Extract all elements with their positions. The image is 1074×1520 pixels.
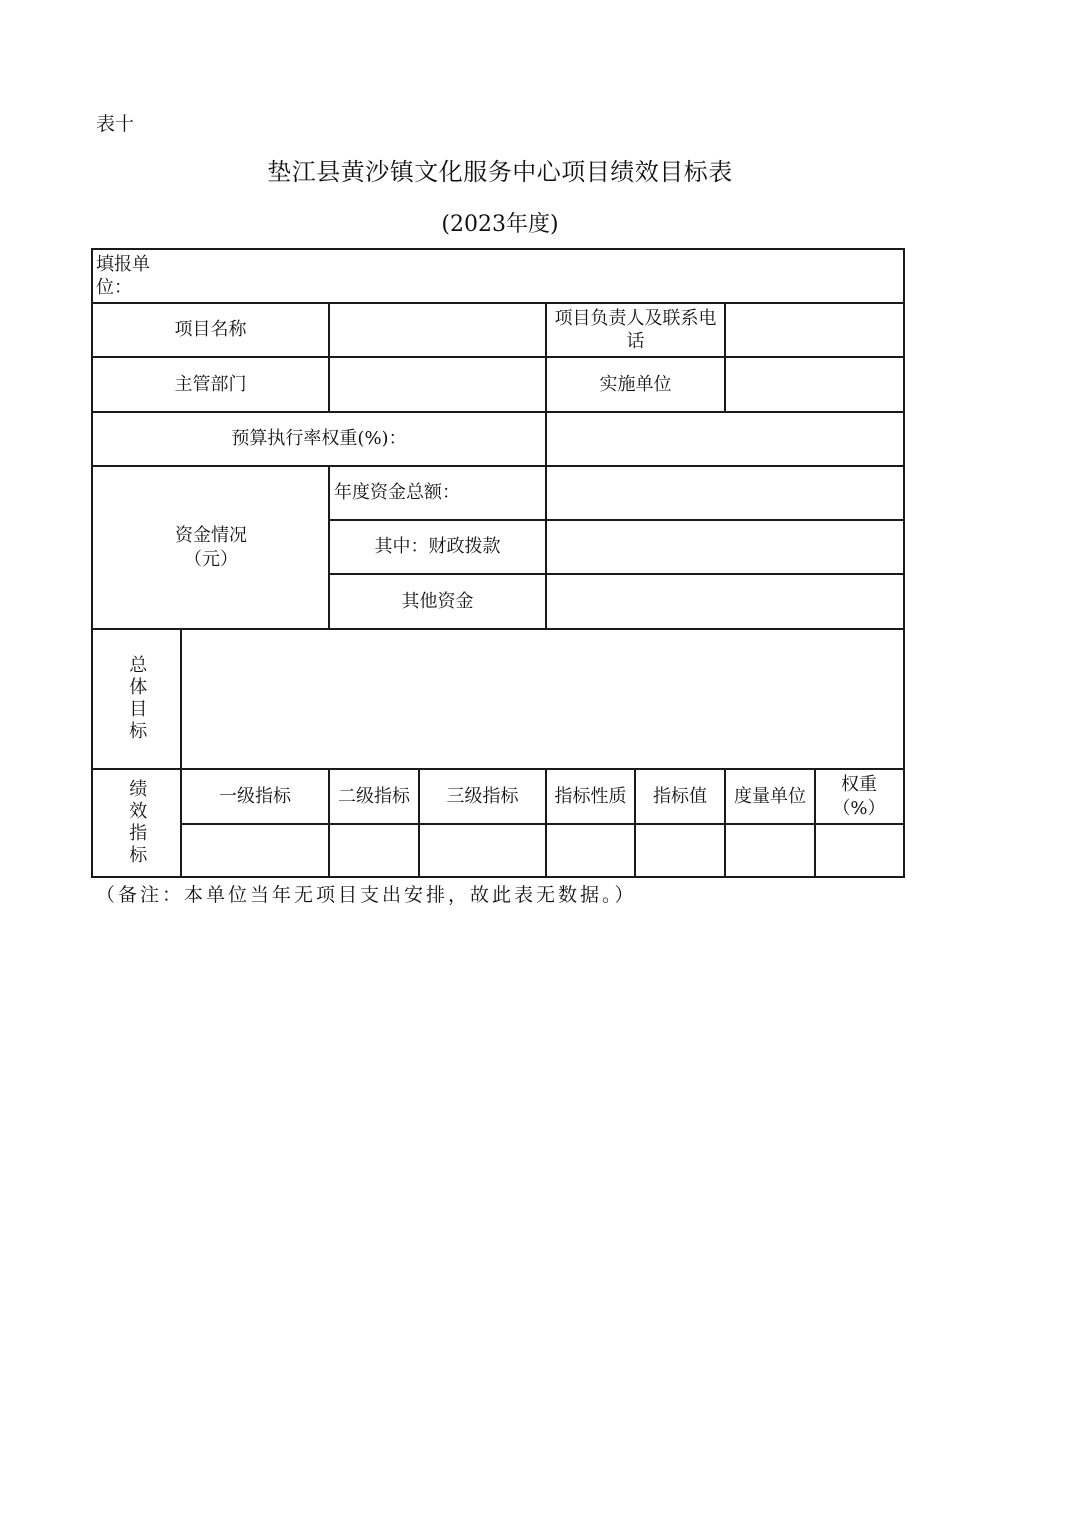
project-lead-label: 项目负责人及联系电话 — [554, 307, 717, 352]
budget-weight-label: 预算执行率权重(%)： — [231, 428, 407, 450]
reporting-unit-label: 填报单位： — [96, 253, 150, 298]
col-level1: 一级指标 — [219, 785, 291, 807]
page-subtitle: (2023年度) — [441, 212, 559, 237]
col-level3: 三级指标 — [446, 785, 519, 807]
other-funds-label: 其他资金 — [401, 590, 474, 612]
funds-label: 资金情况（元） — [175, 525, 247, 570]
overall-goal-label: 总体目标 — [126, 655, 148, 743]
performance-target-table — [91, 248, 905, 878]
col-level2: 二级指标 — [338, 785, 410, 807]
table-label: 表十 — [96, 113, 135, 135]
col-weight: 权重（%） — [832, 774, 886, 819]
dept-label: 主管部门 — [174, 373, 247, 395]
col-unit: 度量单位 — [734, 785, 806, 807]
impl-unit-label: 实施单位 — [599, 373, 672, 395]
project-name-label: 项目名称 — [174, 319, 247, 341]
col-value: 指标值 — [653, 785, 707, 807]
perf-label: 绩效指标 — [126, 779, 148, 867]
page-title: 垫江县黄沙镇文化服务中心项目绩效目标表 — [267, 158, 733, 186]
fiscal-label: 其中：财政拨款 — [374, 536, 501, 558]
col-nature: 指标性质 — [554, 785, 627, 807]
annual-total-label: 年度资金总额： — [334, 482, 460, 504]
footnote: （备注：本单位当年无项目支出安排，故此表无数据。） — [96, 884, 637, 906]
